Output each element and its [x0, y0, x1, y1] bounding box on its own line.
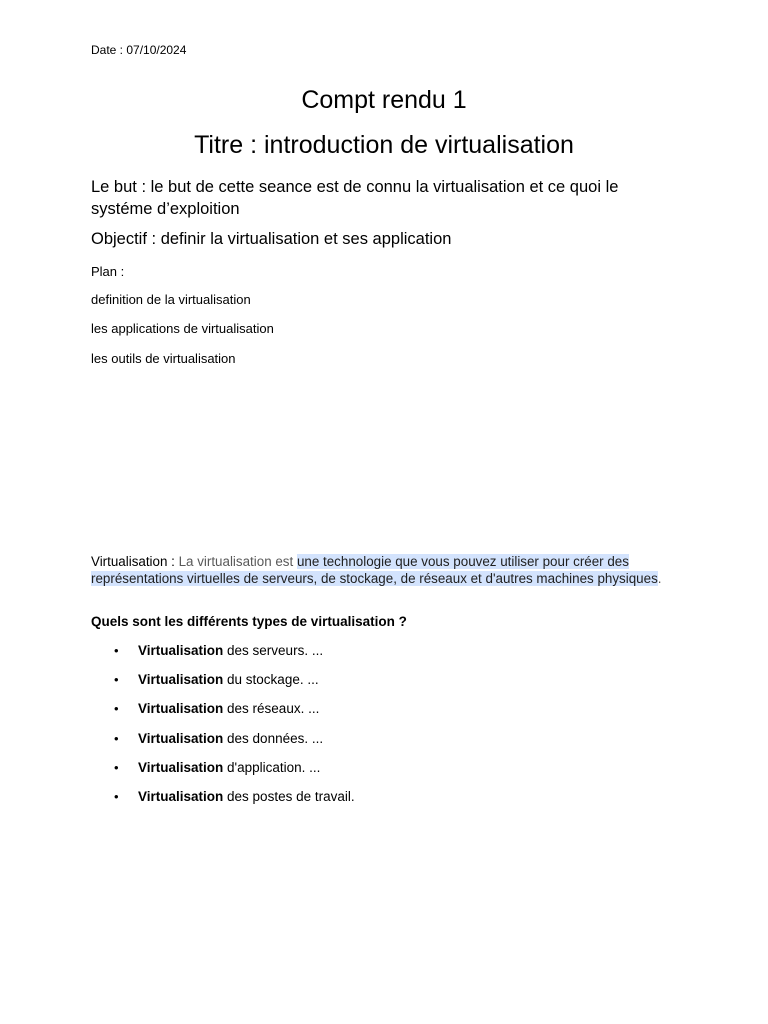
type-rest: du stockage. ...: [223, 672, 319, 688]
definition-label: Virtualisation :: [91, 554, 179, 569]
type-bold-word: Virtualisation: [138, 672, 224, 688]
objective-paragraph: Objectif : definir la virtualisation et ses application: [91, 230, 452, 248]
list-item: [91, 786, 355, 815]
type-bold-word: Virtualisation: [138, 643, 224, 658]
bullet-icon: •: [114, 643, 119, 658]
type-rest: des données. ...: [223, 730, 324, 746]
bullet-icon: •: [114, 759, 119, 775]
goal-paragraph: Le but : le but de cette seance est de connu la virtualisation et ce quoi le systéme d’exploition: [91, 178, 619, 218]
list-item: [91, 640, 355, 669]
type-bold-word: Virtualisation: [138, 701, 224, 717]
plan-item: les outils de virtualisation: [91, 351, 236, 366]
type-rest: des postes de travail.: [223, 788, 355, 804]
type-bold-word: Virtualisation: [138, 788, 224, 804]
bullet-icon: •: [114, 788, 119, 804]
bullet-icon: •: [114, 672, 119, 688]
plan-item: definition de la virtualisation: [91, 292, 251, 307]
bullet-icon: •: [114, 730, 119, 746]
definition-highlighted-text: une technologie que vous pouvez utiliser pour créer des représentations virtuelles de serveurs, de stockage, de réseaux et d'autres machines physiques: [91, 554, 658, 586]
plan-label: Plan :: [91, 264, 125, 279]
definition-end: .: [657, 571, 662, 586]
definition-intro: La virtualisation est: [178, 554, 297, 569]
page-title: Compt rendu 1: [301, 86, 467, 114]
definition-paragraph: [91, 553, 681, 587]
bullet-icon: •: [114, 701, 119, 717]
type-rest: des réseaux. ...: [223, 701, 320, 717]
date-line: Date : 07/10/2024: [91, 43, 187, 57]
page-subtitle: Titre : introduction de virtualisation: [194, 131, 574, 159]
list-item: [91, 698, 355, 727]
list-item: [91, 728, 355, 757]
type-rest: d'application. ...: [223, 759, 321, 775]
plan-item: les applications de virtualisation: [91, 321, 274, 336]
type-bold-word: Virtualisation: [138, 759, 224, 775]
types-question: Quels sont les différents types de virtualisation ?: [91, 614, 407, 629]
type-bold-word: Virtualisation: [138, 730, 224, 746]
list-item: [91, 669, 355, 698]
types-list: [91, 640, 355, 815]
type-rest: des serveurs. ...: [223, 643, 324, 658]
list-item: [91, 757, 355, 786]
